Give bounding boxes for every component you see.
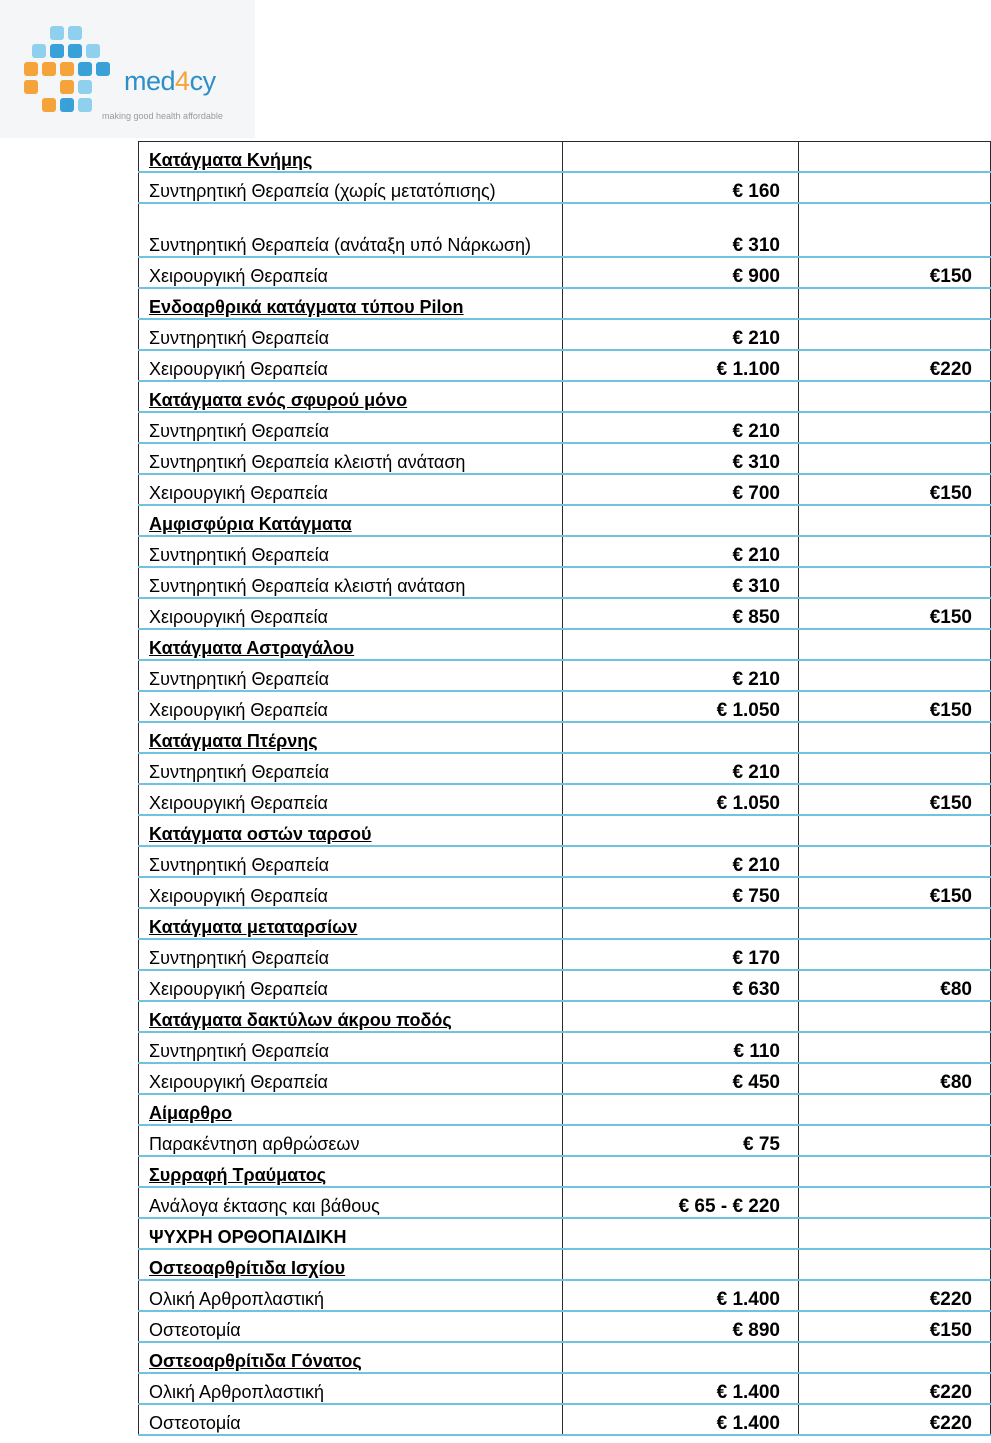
price-row	[139, 412, 991, 443]
extra-cost-cell: €150	[799, 1311, 991, 1342]
treatment-label-text: Οστεοτομία	[149, 1413, 241, 1433]
treatment-label	[139, 203, 563, 257]
brand-name-part1: med	[124, 66, 176, 96]
section-heading-text: Κατάγματα ενός σφυρού μόνο	[149, 390, 408, 410]
section-heading-text: Κατάγματα οστών ταρσού	[149, 824, 372, 844]
section-heading	[139, 908, 563, 939]
price-cell: € 850	[563, 598, 799, 629]
section-heading-row	[139, 1218, 991, 1249]
extra-cost-cell: €220	[799, 350, 991, 381]
section-heading-row	[139, 1094, 991, 1125]
logo	[0, 0, 255, 138]
price-cell: € 1.400	[563, 1373, 799, 1404]
treatment-label-text: Χειρουργική Θεραπεία	[149, 886, 328, 906]
price-cell: € 210	[563, 536, 799, 567]
treatment-label-text: Συντηρητική Θεραπεία	[149, 762, 329, 782]
extra-cost-cell	[799, 142, 991, 173]
treatment-label-text: Χειρουργική Θεραπεία	[149, 979, 328, 999]
price-row	[139, 1063, 991, 1094]
extra-cost-cell	[799, 908, 991, 939]
section-heading	[139, 1001, 563, 1032]
treatment-label-text: Χειρουργική Θεραπεία	[149, 793, 328, 813]
section-heading-row	[139, 505, 991, 536]
treatment-label-text: Συντηρητική Θεραπεία κλειστή ανάταση	[149, 452, 466, 472]
price-cell	[563, 908, 799, 939]
price-row	[139, 443, 991, 474]
price-cell	[563, 722, 799, 753]
price-cell: € 310	[563, 203, 799, 257]
price-row	[139, 970, 991, 1001]
treatment-label-text: Συντηρητική Θεραπεία	[149, 855, 329, 875]
section-heading-text: Κατάγματα Αστραγάλου	[149, 638, 355, 658]
extra-cost-cell	[799, 567, 991, 598]
price-cell: € 1.050	[563, 784, 799, 815]
price-cell: € 750	[563, 877, 799, 908]
treatment-label	[139, 257, 563, 288]
section-heading-row	[139, 815, 991, 846]
section-heading-row	[139, 1249, 991, 1280]
brand-name	[124, 66, 216, 97]
extra-cost-cell	[799, 660, 991, 691]
price-cell	[563, 288, 799, 319]
treatment-label	[139, 567, 563, 598]
price-cell: € 170	[563, 939, 799, 970]
extra-cost-cell	[799, 939, 991, 970]
section-heading	[139, 505, 563, 536]
section-heading	[139, 629, 563, 660]
extra-cost-cell	[799, 753, 991, 784]
extra-cost-cell	[799, 1249, 991, 1280]
price-row	[139, 753, 991, 784]
extra-cost-cell: €150	[799, 598, 991, 629]
section-heading	[139, 142, 563, 173]
price-row	[139, 1125, 991, 1156]
treatment-label	[139, 784, 563, 815]
section-heading	[139, 815, 563, 846]
price-cell: € 160	[563, 172, 799, 203]
treatment-label-text: Συντηρητική Θεραπεία	[149, 1041, 329, 1061]
section-heading-text: Ενδοαρθρικά κατάγματα τύπου Pilon	[149, 297, 464, 317]
price-row	[139, 660, 991, 691]
section-heading-text: Συρραφή Τραύματος	[149, 1165, 327, 1185]
section-heading-text: Αίμαρθρο	[149, 1103, 233, 1123]
price-cell	[563, 629, 799, 660]
price-cell: € 1.400	[563, 1280, 799, 1311]
price-table	[138, 141, 991, 1436]
price-row	[139, 203, 991, 257]
section-heading-text: Οστεοαρθρίτιδα Γόνατος	[149, 1351, 362, 1371]
treatment-label	[139, 1125, 563, 1156]
extra-cost-cell	[799, 815, 991, 846]
price-row	[139, 1187, 991, 1218]
extra-cost-cell: €150	[799, 784, 991, 815]
section-heading-text: ΨΥΧΡΗ ΟΡΘΟΠΑΙΔΙΚΗ	[149, 1227, 347, 1247]
extra-cost-cell: €150	[799, 474, 991, 505]
price-row	[139, 1404, 991, 1435]
treatment-label	[139, 319, 563, 350]
treatment-label	[139, 350, 563, 381]
treatment-label-text: Συντηρητική Θεραπεία κλειστή ανάταση	[149, 576, 466, 596]
section-heading-row	[139, 288, 991, 319]
treatment-label-text: Συντηρητική Θεραπεία (ανάταξη υπό Νάρκωση)	[149, 235, 531, 255]
section-heading-text: Κατάγματα Κνήμης	[149, 150, 313, 170]
treatment-label	[139, 1063, 563, 1094]
treatment-label-text: Παρακέντηση αρθρώσεων	[149, 1134, 360, 1154]
price-cell	[563, 1094, 799, 1125]
price-cell: € 700	[563, 474, 799, 505]
section-heading	[139, 1094, 563, 1125]
treatment-label-text: Χειρουργική Θεραπεία	[149, 607, 328, 627]
brand-tagline: making good health affordable	[102, 111, 223, 121]
treatment-label-text: Συντηρητική Θεραπεία	[149, 328, 329, 348]
price-row	[139, 846, 991, 877]
extra-cost-cell	[799, 1156, 991, 1187]
extra-cost-cell	[799, 505, 991, 536]
treatment-label-text: Ολική Αρθροπλαστική	[149, 1382, 325, 1402]
treatment-label	[139, 598, 563, 629]
price-row	[139, 536, 991, 567]
treatment-label-text: Συντηρητική Θεραπεία (χωρίς μετατόπισης)	[149, 181, 496, 201]
section-heading	[139, 1156, 563, 1187]
price-cell: € 310	[563, 567, 799, 598]
section-heading-text: Κατάγματα Πτέρνης	[149, 731, 318, 751]
treatment-label	[139, 877, 563, 908]
treatment-label-text: Συντηρητική Θεραπεία	[149, 669, 329, 689]
price-cell: € 210	[563, 846, 799, 877]
treatment-label	[139, 691, 563, 722]
section-heading-row	[139, 381, 991, 412]
price-cell: € 310	[563, 443, 799, 474]
section-heading	[139, 722, 563, 753]
brand-name-part3: cy	[189, 66, 216, 96]
extra-cost-cell	[799, 1187, 991, 1218]
price-cell: € 1.100	[563, 350, 799, 381]
price-cell: € 210	[563, 660, 799, 691]
treatment-label-text: Χειρουργική Θεραπεία	[149, 359, 328, 379]
price-row	[139, 474, 991, 505]
treatment-label-text: Συντηρητική Θεραπεία	[149, 545, 329, 565]
treatment-label	[139, 970, 563, 1001]
extra-cost-cell: €220	[799, 1280, 991, 1311]
extra-cost-cell	[799, 203, 991, 257]
price-cell	[563, 1001, 799, 1032]
price-row	[139, 257, 991, 288]
extra-cost-cell	[799, 1125, 991, 1156]
price-row	[139, 1280, 991, 1311]
price-cell	[563, 815, 799, 846]
extra-cost-cell	[799, 1001, 991, 1032]
section-heading-row	[139, 1342, 991, 1373]
extra-cost-cell	[799, 846, 991, 877]
price-row	[139, 567, 991, 598]
section-heading-row	[139, 142, 991, 173]
section-heading-row	[139, 908, 991, 939]
price-cell: € 900	[563, 257, 799, 288]
extra-cost-cell: €150	[799, 877, 991, 908]
price-cell	[563, 1156, 799, 1187]
price-cell: € 890	[563, 1311, 799, 1342]
price-cell: € 65 - € 220	[563, 1187, 799, 1218]
extra-cost-cell: €220	[799, 1373, 991, 1404]
price-cell: € 1.050	[563, 691, 799, 722]
treatment-label-text: Συντηρητική Θεραπεία	[149, 948, 329, 968]
section-heading	[139, 1249, 563, 1280]
price-row	[139, 784, 991, 815]
extra-cost-cell	[799, 319, 991, 350]
section-heading	[139, 1218, 563, 1249]
price-row	[139, 691, 991, 722]
price-cell: € 210	[563, 753, 799, 784]
extra-cost-cell: €220	[799, 1404, 991, 1435]
price-cell: € 210	[563, 412, 799, 443]
extra-cost-cell	[799, 381, 991, 412]
treatment-label-text: Χειρουργική Θεραπεία	[149, 483, 328, 503]
price-cell	[563, 1249, 799, 1280]
treatment-label-text: Ανάλογα έκτασης και βάθους	[149, 1196, 380, 1216]
treatment-label	[139, 1373, 563, 1404]
treatment-label	[139, 660, 563, 691]
price-cell	[563, 142, 799, 173]
extra-cost-cell	[799, 412, 991, 443]
extra-cost-cell	[799, 536, 991, 567]
price-cell: € 110	[563, 1032, 799, 1063]
price-row	[139, 1373, 991, 1404]
price-cell: € 75	[563, 1125, 799, 1156]
extra-cost-cell	[799, 443, 991, 474]
price-cell: € 1.400	[563, 1404, 799, 1435]
extra-cost-cell	[799, 629, 991, 660]
treatment-label	[139, 474, 563, 505]
treatment-label-text: Χειρουργική Θεραπεία	[149, 700, 328, 720]
brand-name-part2: 4	[175, 66, 190, 96]
section-heading-row	[139, 1156, 991, 1187]
treatment-label	[139, 1280, 563, 1311]
extra-cost-cell	[799, 172, 991, 203]
section-heading-row	[139, 629, 991, 660]
treatment-label	[139, 536, 563, 567]
treatment-label	[139, 753, 563, 784]
treatment-label-text: Οστεοτομία	[149, 1320, 241, 1340]
section-heading-text: Κατάγματα δακτύλων άκρου ποδός	[149, 1010, 452, 1030]
treatment-label-text: Χειρουργική Θεραπεία	[149, 1072, 328, 1092]
section-heading-text: Οστεοαρθρίτιδα Ισχίου	[149, 1258, 346, 1278]
price-cell: € 630	[563, 970, 799, 1001]
price-row	[139, 319, 991, 350]
price-row	[139, 1311, 991, 1342]
price-row	[139, 1032, 991, 1063]
extra-cost-cell	[799, 722, 991, 753]
extra-cost-cell	[799, 1094, 991, 1125]
treatment-label	[139, 1032, 563, 1063]
treatment-label	[139, 443, 563, 474]
treatment-label-text: Χειρουργική Θεραπεία	[149, 266, 328, 286]
treatment-label	[139, 412, 563, 443]
price-row	[139, 350, 991, 381]
extra-cost-cell	[799, 1342, 991, 1373]
extra-cost-cell: €80	[799, 1063, 991, 1094]
treatment-label	[139, 846, 563, 877]
price-cell	[563, 505, 799, 536]
section-heading-text: Αμφισφύρια Κατάγματα	[149, 514, 352, 534]
price-cell	[563, 1342, 799, 1373]
treatment-label	[139, 172, 563, 203]
section-heading-row	[139, 722, 991, 753]
treatment-label-text: Συντηρητική Θεραπεία	[149, 421, 329, 441]
extra-cost-cell	[799, 288, 991, 319]
extra-cost-cell	[799, 1032, 991, 1063]
section-heading	[139, 381, 563, 412]
med4cy-logo-icon	[22, 24, 122, 124]
price-cell: € 210	[563, 319, 799, 350]
extra-cost-cell: €150	[799, 691, 991, 722]
treatment-label	[139, 1187, 563, 1218]
price-row	[139, 939, 991, 970]
price-row	[139, 172, 991, 203]
section-heading	[139, 1342, 563, 1373]
price-cell	[563, 381, 799, 412]
extra-cost-cell: €150	[799, 257, 991, 288]
section-heading-text: Κατάγματα μεταταρσίων	[149, 917, 358, 937]
treatment-label-text: Ολική Αρθροπλαστική	[149, 1289, 325, 1309]
extra-cost-cell	[799, 1218, 991, 1249]
price-cell: € 450	[563, 1063, 799, 1094]
price-row	[139, 877, 991, 908]
treatment-label	[139, 939, 563, 970]
treatment-label	[139, 1311, 563, 1342]
treatment-label	[139, 1404, 563, 1435]
price-row	[139, 598, 991, 629]
section-heading-row	[139, 1001, 991, 1032]
price-cell	[563, 1218, 799, 1249]
extra-cost-cell: €80	[799, 970, 991, 1001]
section-heading	[139, 288, 563, 319]
